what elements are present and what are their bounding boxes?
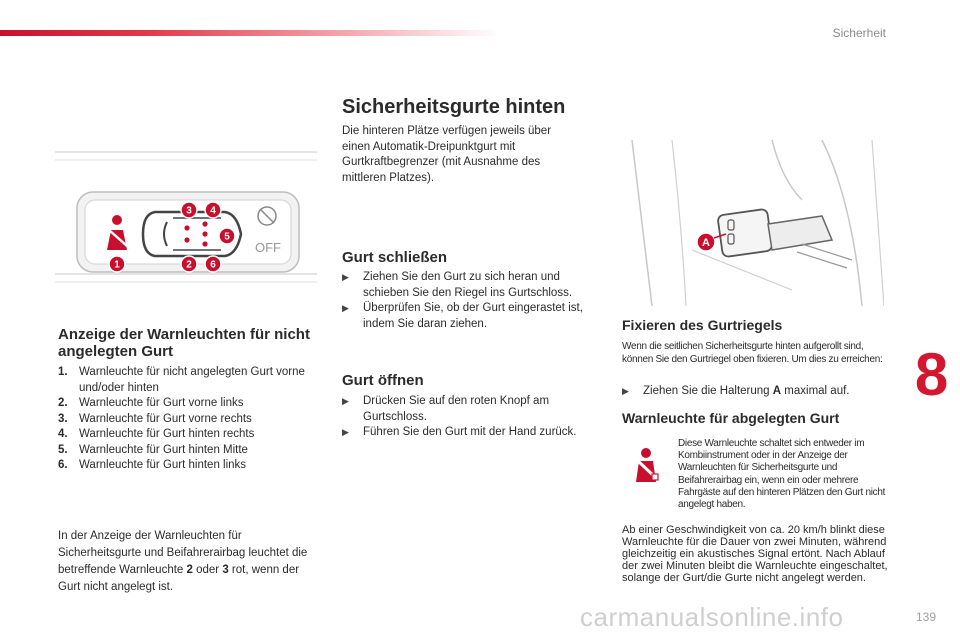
bullet-marker-icon: ▶ bbox=[622, 386, 629, 396]
callout-label: 1 bbox=[114, 259, 120, 271]
heading-gurt-schliessen: Gurt schließen bbox=[342, 249, 448, 266]
heading-fixieren: Fixieren des Gurtriegels bbox=[622, 317, 783, 333]
list-item: 4. Warnleuchte für Gurt hinten rechts bbox=[58, 428, 255, 440]
callout-label: 6 bbox=[210, 259, 216, 271]
watermark-text: carmanualsonline.info bbox=[580, 602, 844, 632]
list-item: 1. Warnleuchte für nicht angelegten Gurt vorne und/oder hinten bbox=[58, 366, 305, 394]
warnleuchte-paragraph: Ab einer Geschwindigkeit von ca. 20 km/h blinkt diese Warnleuchte für die Dauer von zwei Minuten, während gleichzeitig ein akustisches Signal ertönt. Nach Ablauf der zwei Minuten bleibt die Warnleuchte eingeschaltet, solange der Gurt/die Gurte nicht angelegt werden. bbox=[622, 524, 888, 584]
list-item: ▶ Führen Sie den Gurt mit der Hand zurück. bbox=[342, 425, 607, 441]
fixieren-bullet: ▶ Ziehen Sie die Halterung A maximal auf. bbox=[622, 384, 884, 400]
main-title: Sicherheitsgurte hinten bbox=[342, 96, 566, 118]
callout-label: 3 bbox=[186, 205, 192, 217]
section-title: Sicherheit bbox=[832, 26, 886, 40]
bullet-marker-icon: ▶ bbox=[342, 427, 349, 437]
list-item: 3. Warnleuchte für Gurt vorne rechts bbox=[58, 412, 252, 425]
intro-paragraph: Die hinteren Plätze verfügen jeweils über einen Automatik-Dreipunktgurt mit Gurtkraftbegrenzer (mit Ausnahme des mittleren Platzes). bbox=[342, 125, 552, 184]
seatbelt-warning-icon bbox=[626, 444, 666, 484]
callout-label: 2 bbox=[186, 259, 192, 271]
fixieren-paragraph: Wenn die seitlichen Sicherheitsgurte hinten aufgerollt sind, können Sie den Gurtriegel oben fixieren. Um dies zu erreichen: bbox=[622, 341, 883, 365]
list-item: 6. Warnleuchte für Gurt hinten links bbox=[58, 459, 247, 471]
warnleuchte-box-text: Diese Warnleuchte schaltet sich entweder im Kombiinstrument oder in der Anzeige der Warnleuchten für Sicherheitsgurte und Beifahrerairbag ein, wenn ein oder mehrere Fahrgäste auf den hinteren Plätzen den Gurt nicht angelegt haben. bbox=[678, 438, 886, 511]
anzeige-paragraph: In der Anzeige der Warnleuchten für Sicherheitsgurte und Beifahrerairbag leuchtet die betreffende Warnleuchte 2 oder 3 rot, wenn der Gurt nicht angelegt ist. bbox=[58, 530, 308, 593]
bullet-marker-icon: ▶ bbox=[342, 396, 349, 406]
list-item: ▶ Ziehen Sie den Gurt zu sich heran und schieben Sie den Riegel ins Gurtschloss. bbox=[342, 270, 607, 301]
heading-gurt-oeffnen: Gurt öffnen bbox=[342, 372, 424, 389]
page-number: 139 bbox=[915, 610, 936, 624]
list-gurt-oeffnen bbox=[342, 394, 607, 441]
chapter-number: 8 bbox=[914, 341, 949, 408]
list-gurt-schliessen bbox=[342, 270, 607, 332]
heading-warnleuchte-abgelegt: Warnleuchte für abgelegten Gurt bbox=[622, 410, 840, 426]
heading-anzeige-warnleuchten: Anzeige der Warnleuchten für nicht angelegten Gurt bbox=[58, 326, 310, 360]
callout-label: A bbox=[702, 237, 710, 249]
seatbelt-holder-figure bbox=[622, 140, 884, 306]
list-item: 5. Warnleuchte für Gurt hinten Mitte bbox=[58, 443, 248, 456]
header-color-bar bbox=[0, 30, 500, 36]
list-item: ▶ Drücken Sie auf den roten Knopf am Gurtschloss. bbox=[342, 394, 607, 425]
warning-light-list bbox=[58, 365, 318, 474]
svg-text:OFF: OFF bbox=[255, 240, 281, 255]
list-item: 2. Warnleuchte für Gurt vorne links bbox=[58, 397, 244, 409]
callout-label: 4 bbox=[210, 205, 216, 217]
callout-label: 5 bbox=[224, 231, 230, 243]
warning-display-figure bbox=[55, 142, 317, 292]
list-item: ▶ Überprüfen Sie, ob der Gurt eingerastet ist, indem Sie daran ziehen. bbox=[342, 301, 607, 332]
bullet-marker-icon: ▶ bbox=[342, 272, 349, 282]
bullet-marker-icon: ▶ bbox=[342, 303, 349, 313]
